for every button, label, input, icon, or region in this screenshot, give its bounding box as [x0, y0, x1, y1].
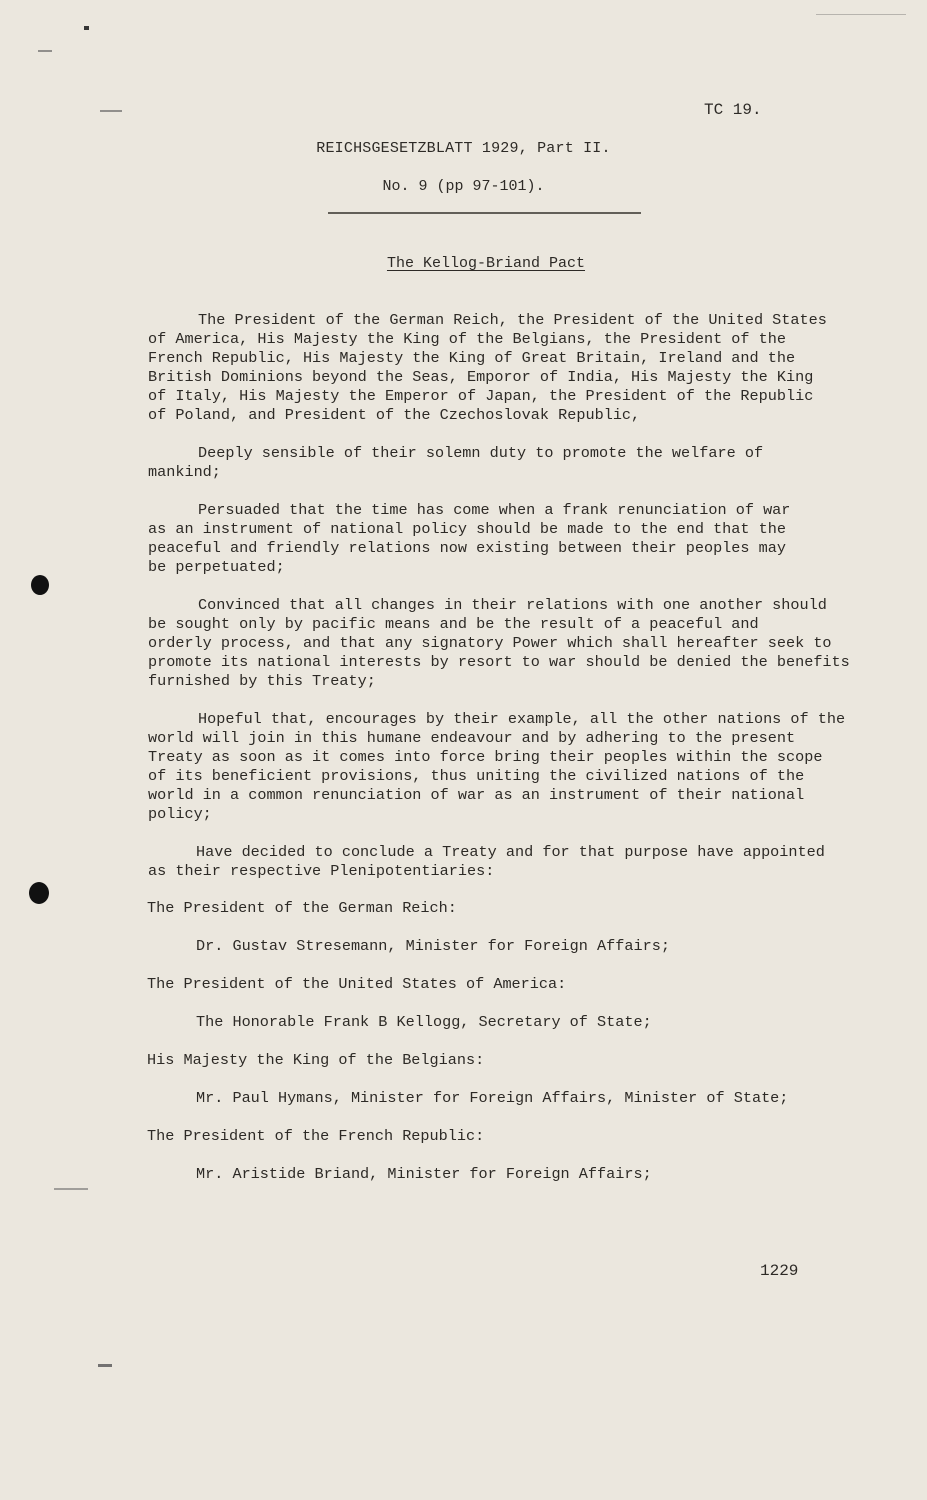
- margin-mark: [100, 110, 122, 112]
- preamble-paragraph: Convinced that all changes in their relations with one another should be sought only by pacific means and be the result of a peaceful and orderly process, and that any signatory Power which shall hereafter seek to promote its national interests by resort to war should be denied the benefits furnished by this Treaty;: [148, 596, 850, 690]
- delegate-entry: Dr. Gustav Stresemann, Minister for Foreign Affairs;: [196, 937, 670, 955]
- margin-mark: [54, 1188, 88, 1190]
- margin-mark: [98, 1364, 112, 1367]
- preamble-paragraph: Deeply sensible of their solemn duty to promote the welfare of mankind;: [148, 444, 764, 481]
- document-reference: TC 19.: [704, 101, 762, 119]
- preamble-paragraph: Have decided to conclude a Treaty and for that purpose have appointed as their respective Plenipotentiaries:: [148, 843, 825, 880]
- delegate-entry: The Honorable Frank B Kellogg, Secretary of State;: [196, 1013, 652, 1031]
- document-title: The Kellog-Briand Pact: [386, 255, 586, 272]
- delegate-entry: Mr. Aristide Briand, Minister for Foreign Affairs;: [196, 1165, 652, 1183]
- delegate-entry: Mr. Paul Hymans, Minister for Foreign Affairs, Minister of State;: [196, 1089, 789, 1107]
- margin-mark: [84, 26, 89, 30]
- preamble-paragraph: The President of the German Reich, the President of the United States of America, His Majesty the King of the Belgians, the President of the French Republic, His Majesty the King of Great Britain, Ireland and the British Dominions beyond the Seas, Emporor of India, His Majesty the King of Italy, His Majesty the Emperor of Japan, the President of the Republic of Poland, and President of the Czechoslovak Republic,: [148, 311, 827, 424]
- page-number: 1229: [760, 1262, 799, 1280]
- punch-hole: [31, 575, 49, 595]
- punch-hole: [29, 882, 49, 904]
- issue-number: No. 9 (pp 97-101).: [382, 178, 545, 195]
- party-heading: The President of the United States of America:: [147, 975, 567, 993]
- party-heading: His Majesty the King of the Belgians:: [147, 1051, 485, 1069]
- preamble-paragraph: Persuaded that the time has come when a frank renunciation of war as an instrument of national policy should be made to the end that the peaceful and friendly relations now existing between their peoples may be perpetuated;: [148, 501, 791, 576]
- preamble-paragraph: Hopeful that, encourages by their example, all the other nations of the world will join in this humane endeavour and by adhering to the present Treaty as soon as it comes into force bring their peoples within the scope of its beneficient provisions, thus uniting the civilized nations of the world in a common renunciation of war as an instrument of their national policy;: [148, 710, 846, 823]
- party-heading: The President of the French Republic:: [147, 1127, 485, 1145]
- divider-rule: [328, 212, 641, 214]
- margin-mark: [38, 50, 52, 52]
- party-heading: The President of the German Reich:: [147, 899, 457, 917]
- publication-series: REICHSGESETZBLATT 1929, Part II.: [316, 140, 611, 157]
- margin-mark: [816, 14, 906, 15]
